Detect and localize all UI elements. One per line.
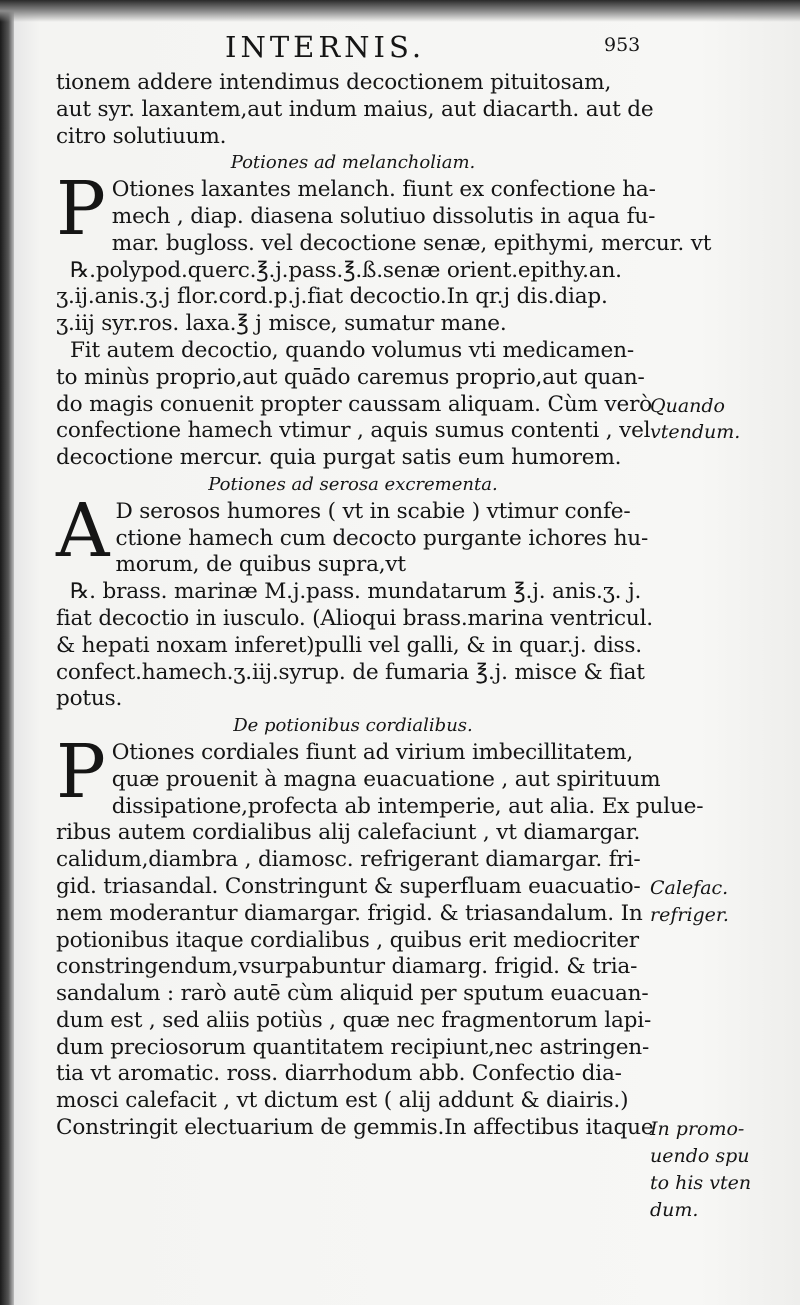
text-line: decoctione mercur. quia purgat satis eum humorem. [56,445,622,471]
running-head: INTERNIS. [225,30,426,64]
text-line: confect.hamech.ʒ.iij.syrup. de fumaria ℥.j. misce & fiat [56,659,645,685]
text-line: calidum,diambra , diamosc. refrigerant diamargar. fri- [56,847,641,873]
text-line: do magis conuenit propter caussam aliquam. Cùm verò [56,391,652,417]
text-line: D serosos humores ( vt in scabie ) vtimur confe- [115,498,631,524]
book-spine-shadow [0,0,14,1305]
text-line: potus. [56,686,123,712]
text-line: & hepati noxam inferet)pulli vel galli, & in quar.j. diss. [56,632,642,658]
page-number: 953 [604,34,641,56]
margin-note: In promo- [650,1118,745,1141]
margin-note: to his vten [650,1171,752,1194]
text-line: tionem addere intendimus decoctionem pituitosam, [56,70,612,95]
margin-note: Calefac. [650,877,729,899]
page-header [0,30,800,70]
margin-note: dum. [650,1198,699,1221]
text-line: tia vt aromatic. ross. diarrhodum abb. Confectio dia- [56,1061,622,1087]
text-line: fiat decoctio in iusculo. (Alioqui brass.marina ventricul. [56,605,653,631]
text-line: ℞. brass. marinæ M.j.pass. mundatarum ℥.j. anis.ʒ. j. [70,579,642,605]
margin-note: refriger. [650,903,729,926]
text-line: Otiones laxantes melanch. fiunt ex confectione ha- [111,177,656,203]
section-serosa [56,487,653,713]
section-heading-serosa: Potiones ad serosa excrementa. [208,473,498,495]
text-line: nem moderantur diamargar. frigid. & triasandalum. In [56,900,643,926]
text-line: Otiones cordiales fiunt ad virium imbecillitatem, [111,739,634,765]
text-line: ribus autem cordialibus alij calefaciunt , vt diamargar. [56,820,641,846]
text-line: ℞.polypod.querc.℥.j.pass.℥.ß.senæ orient.epithy.an. [70,257,622,283]
text-line: potionibus itaque cordialibus , quibus erit mediocriter [56,927,639,953]
text-line: confectione hamech vtimur , aquis sumus contenti , vel [56,418,651,444]
section-heading-cordialibus: De potionibus cordialibus. [233,715,473,737]
drop-capital: P [56,728,106,815]
top-edge-shadow [0,0,800,22]
text-line: constringendum,vsurpabuntur diamarg. frigid. & tria- [56,954,638,980]
text-line: aut syr. laxantem,aut indum maius, aut diacarth. aut de [56,96,654,122]
text-line: quæ prouenit à magna euacuatione , aut spirituum [111,766,661,792]
text-line: mosci calefacit , vt dictum est ( alij addunt & diairis.) [56,1088,629,1114]
text-line: mar. bugloss. vel decoctione senæ, epithymi, mercur. vt [111,230,712,256]
text-line: to minùs proprio,aut quādo caremus proprio,aut quan- [56,364,645,390]
text-line: Fit autem decoctio, quando volumus vti medicamen- [70,337,634,363]
drop-capital: A [56,487,110,574]
text-line: ʒ.ij.anis.ʒ.j flor.cord.p.j.fiat decoctio.In qr.j dis.diap. [56,284,608,310]
section-serosa-lines [56,487,653,713]
margin-note: vtendum. [650,421,741,444]
text-line: gid. triasandal. Constringunt & superfluam euacuatio- [56,873,641,899]
text-line: dissipatione,profecta ab intemperie, aut alia. Ex pulue- [111,793,704,819]
text-line: dum preciosorum quantitatem recipiunt,nec astringen- [56,1034,650,1060]
text-line: ctione hamech cum decocto purgante ichores hu- [115,525,649,551]
text-line: mech , diap. diasena solutiuo dissolutis in aqua fu- [111,203,656,229]
intro-paragraph [56,70,654,150]
section-heading-melancholiam: Potiones ad melancholiam. [230,152,476,174]
text-line: dum est , sed aliis potiùs , quæ nec fragmentorum lapi- [56,1007,652,1033]
text-line: Constringit electuarium de gemmis.In affectibus itaque [56,1115,654,1141]
margin-note: Quando [650,394,725,417]
margin-note: uendo spu [650,1145,750,1167]
text-line: citro solutiuum. [56,123,227,149]
text-line: ʒ.iij syr.ros. laxa.℥ j misce, sumatur mane. [56,311,507,337]
drop-capital: P [56,166,106,253]
text-line: morum, de quibus supra,vt [115,552,406,578]
text-line: sandalum : rarò autē cùm aliquid per sputum euacuan- [56,981,649,1007]
